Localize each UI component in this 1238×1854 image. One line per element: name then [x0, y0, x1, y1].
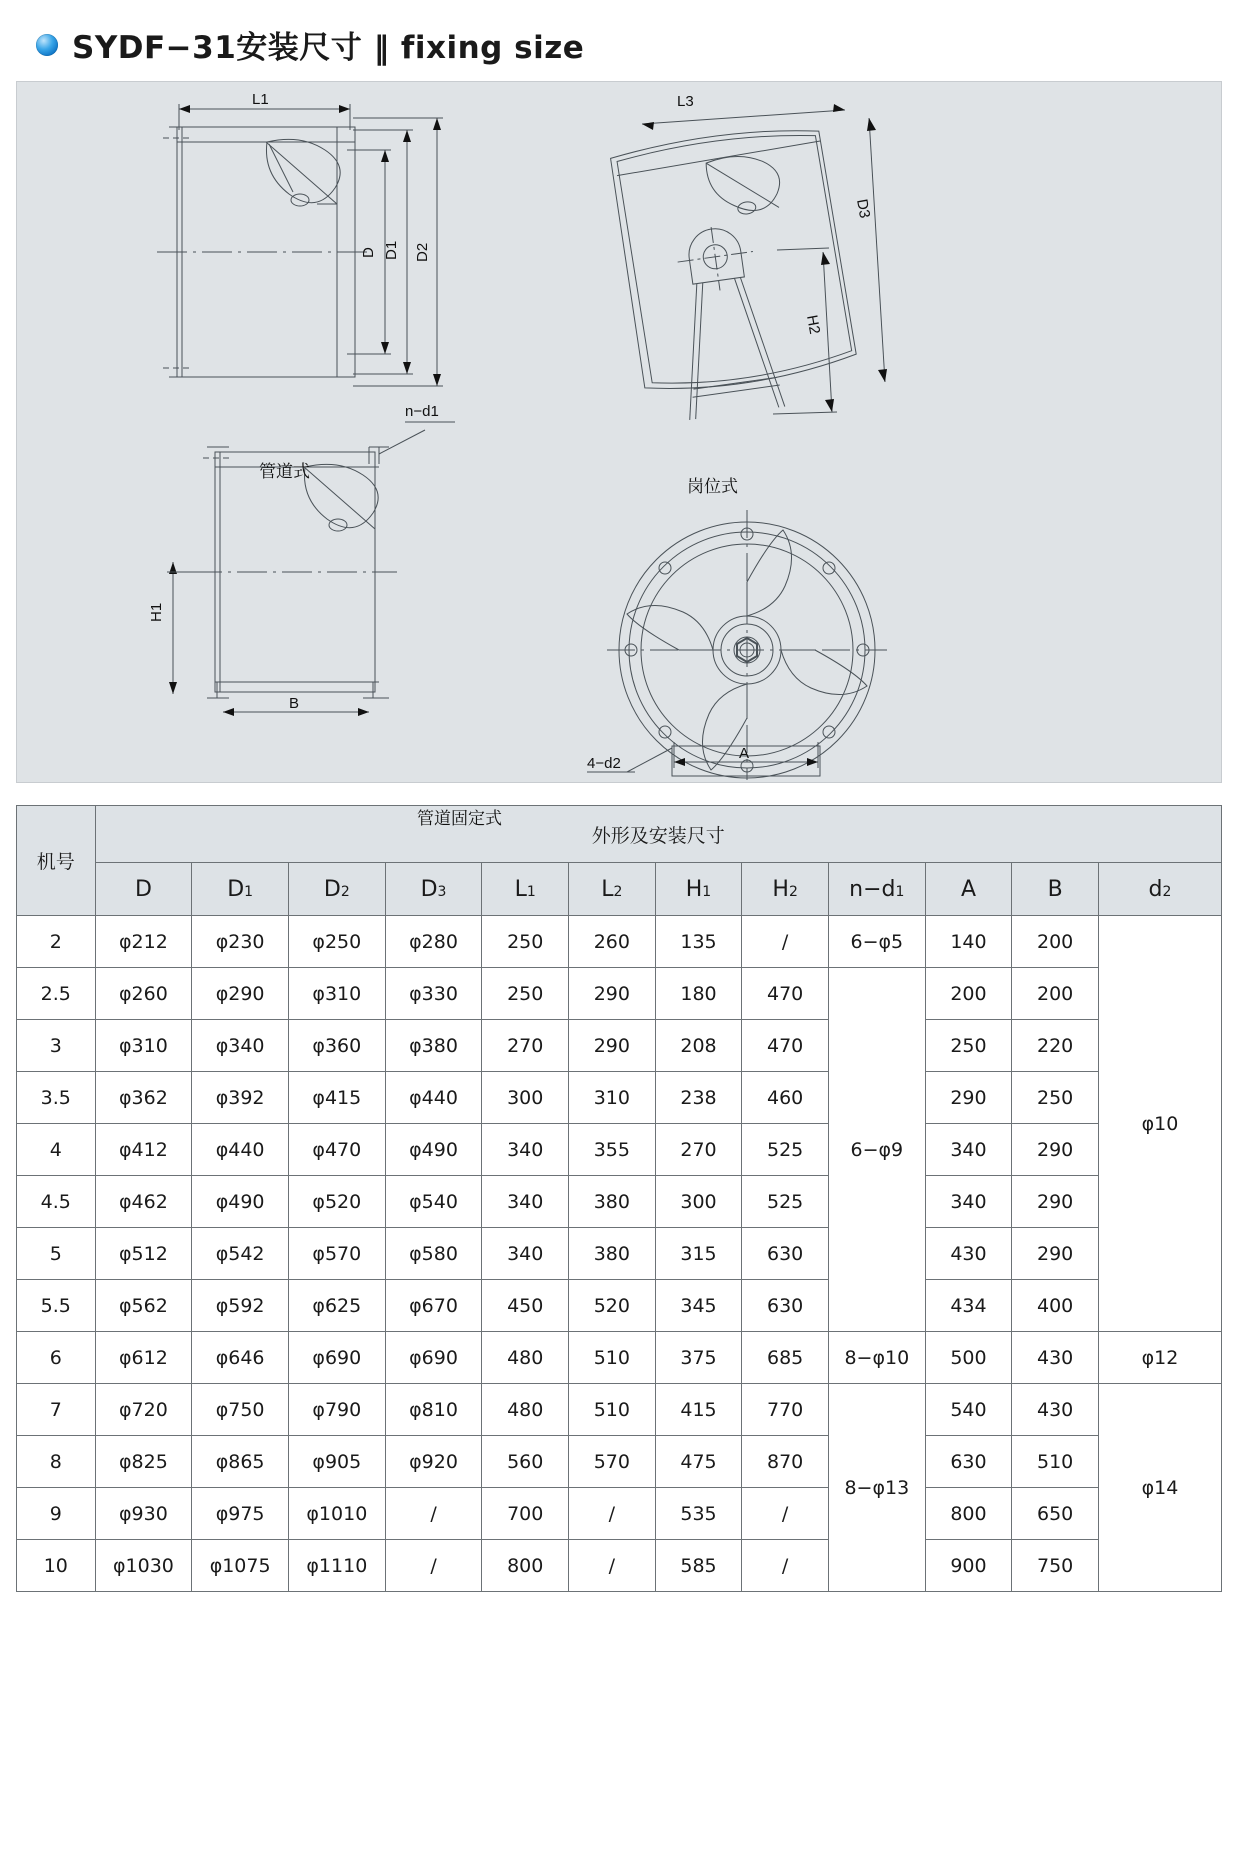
- col-header-d3: D3: [385, 863, 482, 916]
- col-header-d: D: [95, 863, 192, 916]
- cell-a: 340: [925, 1124, 1012, 1176]
- dim-label-h2: H2: [803, 313, 824, 336]
- dim-label-b: B: [289, 695, 300, 712]
- table-row: [17, 916, 1222, 968]
- installation-dimensions-table: [16, 805, 1222, 1592]
- cell-a: 200: [925, 968, 1012, 1020]
- cell-d1: φ392: [192, 1072, 289, 1124]
- col-header-d1: D1: [192, 863, 289, 916]
- page-header: [0, 0, 1238, 81]
- cell-l2: 290: [569, 1020, 656, 1072]
- cell-b: 430: [1012, 1332, 1099, 1384]
- cell-d3: φ540: [385, 1176, 482, 1228]
- cell-nd1: 8−φ10: [828, 1332, 925, 1384]
- dim-label-d3: D3: [853, 197, 874, 220]
- cell-l1: 700: [482, 1488, 569, 1540]
- cell-d: φ212: [95, 916, 192, 968]
- cell-d: φ362: [95, 1072, 192, 1124]
- cell-d2: φ12: [1098, 1332, 1221, 1384]
- cell-a: 500: [925, 1332, 1012, 1384]
- cell-d3: /: [385, 1488, 482, 1540]
- table-row: [17, 1072, 1222, 1124]
- cell-h1: 535: [655, 1488, 742, 1540]
- cell-h2: 870: [742, 1436, 829, 1488]
- table-row: [17, 1280, 1222, 1332]
- cell-d1: φ592: [192, 1280, 289, 1332]
- cell-l2: 380: [569, 1228, 656, 1280]
- cell-h2: 685: [742, 1332, 829, 1384]
- cell-l2: 290: [569, 968, 656, 1020]
- cell-d: φ412: [95, 1124, 192, 1176]
- cell-l2: 310: [569, 1072, 656, 1124]
- col-header-h1: H1: [655, 863, 742, 916]
- cell-d2: φ570: [288, 1228, 385, 1280]
- cell-l1: 340: [482, 1176, 569, 1228]
- table-row: [17, 1384, 1222, 1436]
- dim-label-4-d2: 4−d2: [587, 755, 621, 772]
- drawing-panel: [16, 81, 1222, 829]
- cell-h1: 270: [655, 1124, 742, 1176]
- cell-d2: φ310: [288, 968, 385, 1020]
- cell-h2: 525: [742, 1176, 829, 1228]
- cell-l2: 520: [569, 1280, 656, 1332]
- dim-label-h1: H1: [148, 602, 165, 622]
- blue-dot-icon: [36, 34, 58, 56]
- cell-h1: 375: [655, 1332, 742, 1384]
- cell-h2: /: [742, 916, 829, 968]
- col-header-jihao: 机号: [17, 806, 96, 916]
- table-row: [17, 1020, 1222, 1072]
- cell-b: 510: [1012, 1436, 1099, 1488]
- cell-d3: φ580: [385, 1228, 482, 1280]
- cell-d2: φ415: [288, 1072, 385, 1124]
- cell-d1: φ290: [192, 968, 289, 1020]
- cell-d2: φ250: [288, 916, 385, 968]
- cell-b: 220: [1012, 1020, 1099, 1072]
- cell-d2: φ1010: [288, 1488, 385, 1540]
- cell-a: 430: [925, 1228, 1012, 1280]
- cell-d3: φ280: [385, 916, 482, 968]
- cell-d: φ1030: [95, 1540, 192, 1592]
- cell-l1: 480: [482, 1332, 569, 1384]
- table-row: [17, 1124, 1222, 1176]
- cell-b: 250: [1012, 1072, 1099, 1124]
- cell-a: 340: [925, 1176, 1012, 1228]
- cell-b: 200: [1012, 916, 1099, 968]
- cell-l2: 510: [569, 1384, 656, 1436]
- cell-d3: φ670: [385, 1280, 482, 1332]
- cell-l1: 300: [482, 1072, 569, 1124]
- cell-h1: 238: [655, 1072, 742, 1124]
- table-row: [17, 1228, 1222, 1280]
- cell-a: 140: [925, 916, 1012, 968]
- cell-a: 250: [925, 1020, 1012, 1072]
- cell-l1: 340: [482, 1124, 569, 1176]
- cell-h2: 470: [742, 1020, 829, 1072]
- col-header-h2: H2: [742, 863, 829, 916]
- table-row: [17, 1176, 1222, 1228]
- cell-jihao: 5.5: [17, 1280, 96, 1332]
- cell-l1: 800: [482, 1540, 569, 1592]
- col-header-nd1: n−d1: [828, 863, 925, 916]
- cell-d3: φ380: [385, 1020, 482, 1072]
- cell-nd1: 8−φ13: [828, 1384, 925, 1592]
- cell-b: 290: [1012, 1124, 1099, 1176]
- dim-label-d: D: [360, 247, 377, 258]
- cell-h1: 135: [655, 916, 742, 968]
- cell-d1: φ975: [192, 1488, 289, 1540]
- cell-d3: φ490: [385, 1124, 482, 1176]
- cell-jihao: 8: [17, 1436, 96, 1488]
- cell-d: φ462: [95, 1176, 192, 1228]
- cell-d2: φ790: [288, 1384, 385, 1436]
- cell-d1: φ750: [192, 1384, 289, 1436]
- cell-d1: φ865: [192, 1436, 289, 1488]
- col-header-group: 外形及安装尺寸: [95, 806, 1221, 863]
- cell-b: 290: [1012, 1228, 1099, 1280]
- cell-d: φ720: [95, 1384, 192, 1436]
- cell-l1: 250: [482, 916, 569, 968]
- cell-d3: φ810: [385, 1384, 482, 1436]
- table-row: [17, 1488, 1222, 1540]
- cell-d: φ260: [95, 968, 192, 1020]
- cell-d1: φ230: [192, 916, 289, 968]
- cell-d3: /: [385, 1540, 482, 1592]
- table-row: [17, 1540, 1222, 1592]
- cell-h1: 345: [655, 1280, 742, 1332]
- cell-jihao: 4.5: [17, 1176, 96, 1228]
- cell-d2: φ470: [288, 1124, 385, 1176]
- cell-jihao: 2: [17, 916, 96, 968]
- cell-h2: /: [742, 1488, 829, 1540]
- cell-jihao: 9: [17, 1488, 96, 1540]
- cell-l1: 480: [482, 1384, 569, 1436]
- cell-h2: 630: [742, 1228, 829, 1280]
- cell-b: 430: [1012, 1384, 1099, 1436]
- caption-duct-type: 管道式: [259, 462, 310, 482]
- cell-l2: 380: [569, 1176, 656, 1228]
- cell-d3: φ440: [385, 1072, 482, 1124]
- cell-nd1: 6−φ5: [828, 916, 925, 968]
- cell-h2: 525: [742, 1124, 829, 1176]
- dim-label-l1: L1: [252, 91, 269, 108]
- cell-d3: φ920: [385, 1436, 482, 1488]
- cell-jihao: 10: [17, 1540, 96, 1592]
- col-header-a: A: [925, 863, 1012, 916]
- col-header-l2: L2: [569, 863, 656, 916]
- col-header-l1: L1: [482, 863, 569, 916]
- cell-d3: φ330: [385, 968, 482, 1020]
- cell-d2: φ10: [1098, 916, 1221, 1332]
- dim-label-n-d1: n−d1: [405, 403, 439, 420]
- table-row: [17, 1332, 1222, 1384]
- cell-jihao: 3: [17, 1020, 96, 1072]
- cell-a: 434: [925, 1280, 1012, 1332]
- cell-l2: 355: [569, 1124, 656, 1176]
- col-header-d2: D2: [288, 863, 385, 916]
- cell-d: φ310: [95, 1020, 192, 1072]
- cell-d: φ562: [95, 1280, 192, 1332]
- cell-l1: 270: [482, 1020, 569, 1072]
- cell-b: 400: [1012, 1280, 1099, 1332]
- cell-d1: φ490: [192, 1176, 289, 1228]
- cell-l1: 560: [482, 1436, 569, 1488]
- technical-drawings-svg: [17, 82, 1221, 780]
- cell-d2: φ14: [1098, 1384, 1221, 1592]
- cell-l2: /: [569, 1488, 656, 1540]
- cell-d1: φ340: [192, 1020, 289, 1072]
- dim-label-d1: D1: [383, 240, 400, 260]
- cell-d1: φ542: [192, 1228, 289, 1280]
- cell-jihao: 7: [17, 1384, 96, 1436]
- cell-h1: 585: [655, 1540, 742, 1592]
- cell-d1: φ646: [192, 1332, 289, 1384]
- table-body: [17, 916, 1222, 1592]
- cell-l2: /: [569, 1540, 656, 1592]
- dim-label-d2: D2: [414, 242, 431, 262]
- cell-d1: φ1075: [192, 1540, 289, 1592]
- cell-l1: 250: [482, 968, 569, 1020]
- cell-h1: 300: [655, 1176, 742, 1228]
- cell-h1: 415: [655, 1384, 742, 1436]
- cell-h2: 770: [742, 1384, 829, 1436]
- cell-d: φ512: [95, 1228, 192, 1280]
- cell-d: φ930: [95, 1488, 192, 1540]
- cell-b: 650: [1012, 1488, 1099, 1540]
- cell-b: 750: [1012, 1540, 1099, 1592]
- cell-d3: φ690: [385, 1332, 482, 1384]
- cell-d1: φ440: [192, 1124, 289, 1176]
- table-row: [17, 968, 1222, 1020]
- dim-label-a: A: [739, 745, 750, 762]
- cell-nd1: 6−φ9: [828, 968, 925, 1332]
- table-row: [17, 1436, 1222, 1488]
- cell-h2: 630: [742, 1280, 829, 1332]
- cell-h2: 470: [742, 968, 829, 1020]
- cell-l2: 570: [569, 1436, 656, 1488]
- cell-a: 630: [925, 1436, 1012, 1488]
- cell-d: φ612: [95, 1332, 192, 1384]
- cell-jihao: 6: [17, 1332, 96, 1384]
- cell-d2: φ520: [288, 1176, 385, 1228]
- cell-h2: /: [742, 1540, 829, 1592]
- cell-d2: φ905: [288, 1436, 385, 1488]
- cell-jihao: 5: [17, 1228, 96, 1280]
- cell-h1: 208: [655, 1020, 742, 1072]
- cell-h2: 460: [742, 1072, 829, 1124]
- cell-l2: 510: [569, 1332, 656, 1384]
- caption-duct-fixed-type: 管道固定式: [417, 809, 502, 829]
- spec-table-wrapper: [16, 805, 1222, 1592]
- cell-jihao: 4: [17, 1124, 96, 1176]
- col-header-d2: d2: [1098, 863, 1221, 916]
- cell-b: 290: [1012, 1176, 1099, 1228]
- cell-l2: 260: [569, 916, 656, 968]
- cell-d2: φ1110: [288, 1540, 385, 1592]
- col-header-b: B: [1012, 863, 1099, 916]
- cell-d2: φ690: [288, 1332, 385, 1384]
- cell-d: φ825: [95, 1436, 192, 1488]
- cell-h1: 315: [655, 1228, 742, 1280]
- cell-d2: φ360: [288, 1020, 385, 1072]
- cell-a: 900: [925, 1540, 1012, 1592]
- dim-label-l3: L3: [677, 93, 694, 110]
- cell-jihao: 3.5: [17, 1072, 96, 1124]
- caption-post-type: 岗位式: [687, 477, 738, 497]
- cell-l1: 450: [482, 1280, 569, 1332]
- cell-a: 540: [925, 1384, 1012, 1436]
- cell-h1: 475: [655, 1436, 742, 1488]
- column-header-row: [17, 863, 1222, 916]
- cell-d2: φ625: [288, 1280, 385, 1332]
- cell-a: 290: [925, 1072, 1012, 1124]
- cell-h1: 180: [655, 968, 742, 1020]
- page-title: SYDF−31安装尺寸 ‖ fixing size: [72, 30, 585, 66]
- cell-a: 800: [925, 1488, 1012, 1540]
- cell-jihao: 2.5: [17, 968, 96, 1020]
- cell-l1: 340: [482, 1228, 569, 1280]
- cell-b: 200: [1012, 968, 1099, 1020]
